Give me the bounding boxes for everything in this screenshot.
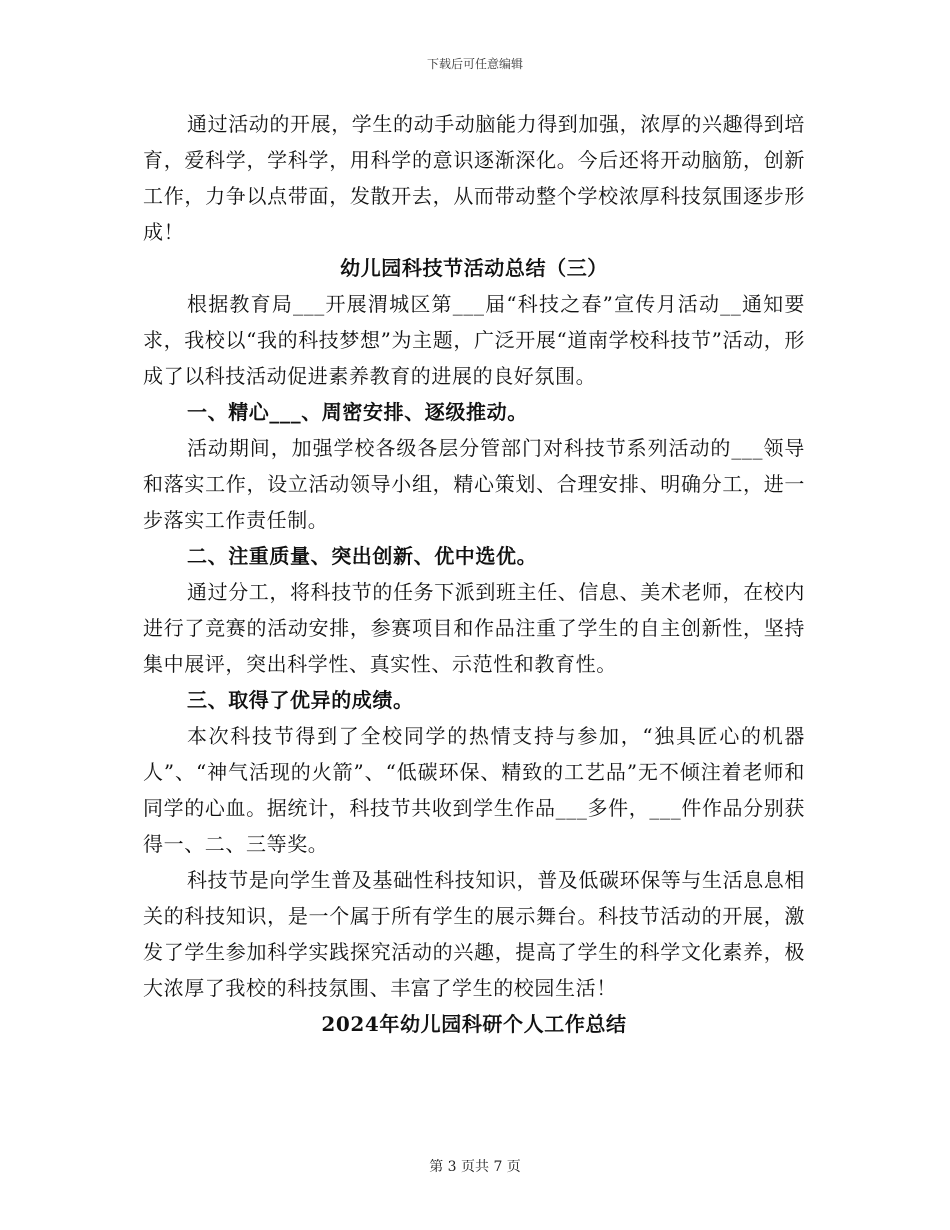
paragraph-conclusion: 科技节是向学生普及基础性科技知识，普及低碳环保等与生活息息相关的科技知识，是一个属于所有学生的展示舞台。科技节活动的开展，激发了学生参加科学实践探究活动的兴趣，提高了学生的科学文化素养，极大浓厚了我校的科技氛围、丰富了学生的校园生活！	[143, 868, 805, 1000]
paragraph-intro-continuation: 通过活动的开展，学生的动手动脑能力得到加强，浓厚的兴趣得到培育，爱科学，学科学，用科学的意识逐渐深化。今后还将开动脑筋，创新工作，力争以点带面，发散开去，从而带动整个学校浓厚科技氛围逐步形成！	[143, 112, 805, 244]
document-body	[143, 106, 805, 1042]
header-note: 下载后可任意编辑	[426, 57, 523, 71]
paragraph-background: 根据教育局___开展渭城区第___届“科技之春”宣传月活动__通知要求，我校以“我的科技梦想”为主题，广泛开展“道南学校科技节”活动，形成了以科技活动促进素养教育的进展的良好氛围。	[143, 292, 805, 388]
section-title-summary-three: 幼儿园科技节活动总结（三）	[340, 256, 608, 280]
heading-point-one: 一、精心___、周密安排、逐级推动。	[187, 400, 528, 424]
paragraph-point-two: 通过分工，将科技节的任务下派到班主任、信息、美术老师，在校内进行了竞赛的活动安排，参赛项目和作品注重了学生的自主创新性，坚持集中展评，突出科学性、真实性、示范性和教育性。	[143, 580, 805, 676]
page-number: 第 3 页共 7 页	[429, 1159, 521, 1175]
paragraph-point-three: 本次科技节得到了全校同学的热情支持与参加，“独具匠心的机器人”、“神气活现的火箭”、“低碳环保、精致的工艺品”无不倾注着老师和同学的心血。据统计，科技节共收到学生作品___多件，___件作品分别获得一、二、三等奖。	[143, 724, 805, 856]
heading-point-three: 三、取得了优异的成绩。	[187, 688, 414, 712]
heading-point-two: 二、注重质量、突出创新、优中选优。	[187, 544, 538, 568]
section-title-next-document: 2024年幼儿园科研个人工作总结	[321, 1012, 627, 1036]
paragraph-point-one: 活动期间，加强学校各级各层分管部门对科技节系列活动的___领导和落实工作，设立活动领导小组，精心策划、合理安排、明确分工，进一步落实工作责任制。	[143, 436, 805, 532]
